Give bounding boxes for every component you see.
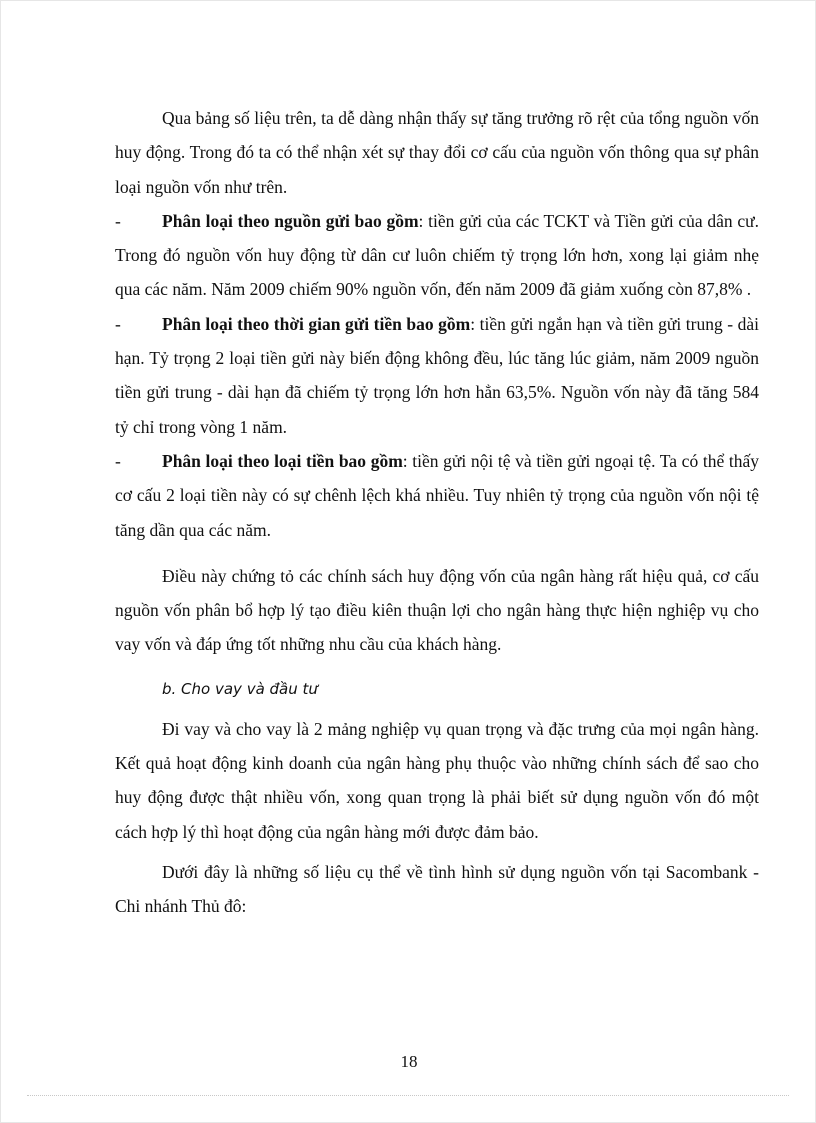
bullet-dash: - xyxy=(115,450,121,471)
bullet-heading: Phân loại theo loại tiền bao gồm xyxy=(162,450,403,471)
body-text xyxy=(115,101,759,924)
bullet-dash: - xyxy=(115,210,121,231)
table-intro-paragraph: Dưới đây là những số liệu cụ thể về tình hình sử dụng nguồn vốn tại Sacombank - Chi nhánh Thủ đô: xyxy=(115,861,759,917)
bullet-currency-type xyxy=(115,444,759,547)
bullet-deposit-source xyxy=(115,204,759,307)
bullet-deposit-term xyxy=(115,307,759,444)
lending-paragraph: Đi vay và cho vay là 2 mảng nghiệp vụ quan trọng và đặc trưng của mọi ngân hàng. Kết quả hoạt động kinh doanh của ngân hàng phụ thuộc vào những chính sách để sao cho huy động được thật nhiều vốn, xong quan trọng là phải biết sử dụng nguồn vốn đó một cách hợp lý thì hoạt động của ngân hàng mới được đảm bảo. xyxy=(115,718,759,842)
page-number: 18 xyxy=(400,1052,418,1071)
bullet-text: : tiền gửi ngắn hạn và tiền gửi trung - dài hạn. Tỷ trọng 2 loại tiền gửi này biến động không đều, lúc tăng lúc giảm, năm 2009 nguồn tiền gửi trung - dài hạn đã chiếm tỷ trọng lớn hơn hẳn 63,5%. Nguồn vốn này đã tăng 584 tỷ chỉ trong vòng 1 năm. xyxy=(115,313,759,437)
bullet-text: : tiền gửi của các TCKT và Tiền gửi của dân cư. Trong đó nguồn vốn huy động từ dân cư luôn chiếm tỷ trọng lớn hơn, xong lại giảm nhẹ qua các năm. Năm 2009 chiếm 90% nguồn vốn, đến năm 2009 đã giảm xuống còn 87,8% . xyxy=(115,210,759,300)
section-heading: b. Cho vay và đầu tư xyxy=(162,679,318,698)
conclusion-paragraph: Điều này chứng tỏ các chính sách huy động vốn của ngân hàng rất hiệu quả, cơ cấu nguồn vốn phân bổ hợp lý tạo điều kiên thuận lợi cho ngân hàng thực hiện nghiệp vụ cho vay vốn và đáp ứng tốt những nhu cầu của khách hàng. xyxy=(115,565,759,655)
footer-divider xyxy=(27,1095,789,1096)
bullet-heading: Phân loại theo thời gian gửi tiền bao gồm xyxy=(162,313,471,334)
bullet-text: : tiền gửi nội tệ và tiền gửi ngoại tệ. Ta có thể thấy cơ cấu 2 loại tiền này có sự chênh lệch khá nhiều. Tuy nhiên tỷ trọng của nguồn vốn nội tệ tăng dần qua các năm. xyxy=(115,450,759,540)
bullet-heading: Phân loại theo nguồn gửi bao gồm xyxy=(162,210,419,231)
bullet-dash: - xyxy=(115,313,121,334)
intro-paragraph: Qua bảng số liệu trên, ta dễ dàng nhận thấy sự tăng trưởng rõ rệt của tổng nguồn vốn huy động. Trong đó ta có thể nhận xét sự thay đổi cơ cấu của nguồn vốn thông qua sự phân loại nguồn vốn như trên. xyxy=(115,108,759,197)
